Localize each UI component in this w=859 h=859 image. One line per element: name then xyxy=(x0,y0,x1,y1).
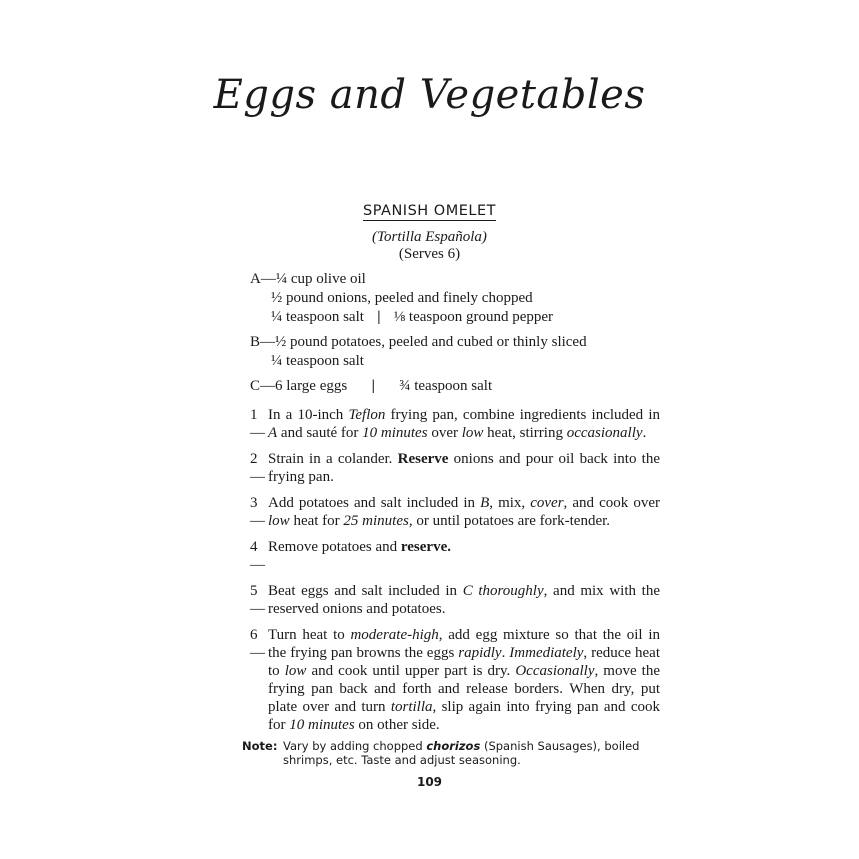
step-4: 4— Remove potatoes and reserve. xyxy=(250,539,451,573)
ingredient-line: ½ pound onions, peeled and finely chopped xyxy=(271,290,533,306)
ingredient-group-c xyxy=(250,377,492,396)
ingredient-line: B—½ pound potatoes, peeled and cubed or thinly sliced xyxy=(250,334,587,350)
note-text-continued: shrimps, etc. Taste and adjust seasoning. xyxy=(283,753,521,767)
recipe-title-text: SPANISH OMELET xyxy=(363,203,496,219)
ingredient-line: ¼ teaspoon salt xyxy=(271,353,364,369)
ingredient-line: C—6 large eggs | ¾ teaspoon salt xyxy=(250,378,493,394)
step-2: 2— Strain in a colander. Reserve onions and pour oil back into the frying pan. xyxy=(250,451,660,485)
ingredient-group-a xyxy=(250,270,553,327)
step-6: 6— Turn heat to moderate-high, add egg mixture so that the oil in the frying pan browns the eggs rapidly. Immediately, reduce heat to low and cook until upper part is dry. Occasionally, move the frying pan back and forth and release borders. When dry, put plate over and turn tortilla, slip again into frying pan and cook for 10 minutes on other side. xyxy=(250,627,660,733)
note-label: Note: xyxy=(242,739,278,753)
recipe-serves: (Serves 6) xyxy=(398,246,461,262)
step-1: 1— In a 10-inch Teflon frying pan, combine ingredients included in A and sauté for 10 minutes over low heat, stirring occasionally. xyxy=(250,407,660,441)
recipe-title xyxy=(0,203,859,221)
chapter-title: Eggs and Vegetables xyxy=(213,72,646,118)
recipe-note xyxy=(242,739,660,767)
step-3: 3— Add potatoes and salt included in B, mix, cover, and cook over low heat for 25 minutes, or until potatoes are fork-tender. xyxy=(250,495,660,529)
page-number: 109 xyxy=(416,775,443,789)
step-5: 5— Beat eggs and salt included in C thoroughly, and mix with the reserved onions and potatoes. xyxy=(250,583,660,617)
note-text: Vary by adding chopped chorizos (Spanish Sausages), boiled xyxy=(283,739,640,753)
column-divider: | xyxy=(377,309,381,325)
ingredient-group-b xyxy=(250,333,587,371)
ingredient-line: A—¼ cup olive oil xyxy=(250,271,366,287)
recipe-steps xyxy=(250,406,660,742)
recipe-subtitle: (Tortilla Española) xyxy=(372,229,487,245)
ingredient-line: ¼ teaspoon salt | ⅛ teaspoon ground pepper xyxy=(271,309,554,325)
column-divider: | xyxy=(371,378,375,394)
